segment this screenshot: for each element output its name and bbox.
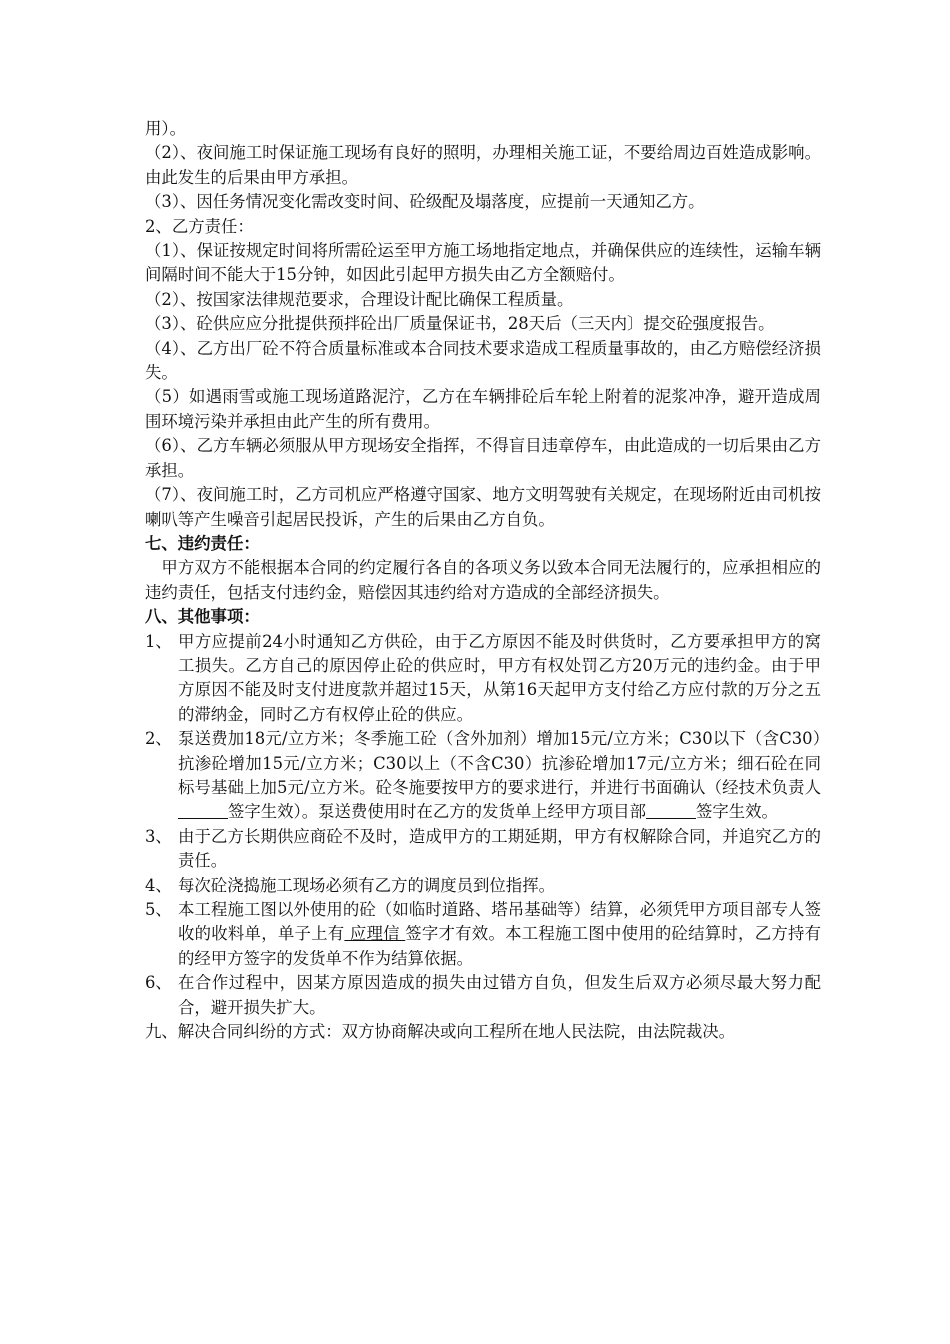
paragraph: （3）、砼供应应分批提供预拌砼出厂质量保证书，28天后（三天内〕提交砼强度报告。 xyxy=(145,314,775,334)
paragraph: （6）、乙方车辆必须服从甲方现场安全指挥，不得盲目违章停车，由此造成的一切后果由乙方承担。 xyxy=(145,436,821,480)
paragraph: （5）如遇雨雪或施工现场道路泥泞，乙方在车辆排砼后车轮上附着的泥浆冲净，避开造成周围环境污染并承担由此产生的所有费用。 xyxy=(145,387,821,431)
section-heading: 八、其他事项： xyxy=(145,607,260,627)
list-text: 每次砼浇捣施工现场必须有乙方的调度员到位指挥。 xyxy=(178,875,555,895)
paragraph: （4）、乙方出厂砼不符合质量标准或本合同技术要求造成工程质量事故的，由乙方赔偿经济损失。 xyxy=(145,338,821,383)
list-text-part: 泵送费加18元/立方米；冬季施工砼（含外加剂）增加15元/立方米；C30以下（含C30）抗渗砼增加15元/立方米；C30以上（不含C30）抗渗砼增加17元/立方米；细石砼在同标号基础上加5元/立方米。砼冬施要按甲方的要求进行，并进行书面确认（经技术负责人 xyxy=(178,729,821,797)
list-text-part: 签字生效）。泵送费使用时在乙方的发货单上经甲方项目部 xyxy=(228,802,646,822)
list-number: 1、 xyxy=(145,631,172,651)
paragraph: （1）、保证按规定时间将所需砼运至甲方施工场地指定地点，并确保供应的连续性，运输车辆间隔时间不能大于15分钟，如因此引起甲方损失由乙方全额赔付。 xyxy=(145,241,821,285)
list-number: 5、 xyxy=(145,900,172,919)
signature-blank xyxy=(178,802,228,819)
list-number: 4、 xyxy=(145,875,172,895)
list-text-part: 本工程施工图以外使用的砼（如临时道路、塔吊基础等）结算，必须凭甲方项目部专人签收的收料单，单子上有 xyxy=(178,900,821,944)
section-heading: 七、违约责任： xyxy=(145,533,260,553)
paragraph: （2）、按国家法律规范要求，合理设计配比确保工程质量。 xyxy=(145,289,574,309)
list-text: 甲方应提前24小时通知乙方供砼，由于乙方原因不能及时供货时，乙方要承担甲方的窝工损失。乙方自己的原因停止砼的供应时，甲方有权处罚乙方20万元的违约金。由于甲方原因不能及时支付进度款并超过15天，从第16天起甲方支付给乙方应付款的万分之五的滞纳金，同时乙方有权停止砼的供应。 xyxy=(178,631,821,724)
paragraph: 甲方双方不能根据本合同的约定履行各自的各项义务以致本合同无法履行的，应承担相应的违约责任，包括支付违约金，赔偿因其违约给对方造成的全部经济损失。 xyxy=(145,558,821,602)
document-page xyxy=(145,117,821,1044)
signature-blank xyxy=(646,802,696,819)
list-item xyxy=(145,630,821,728)
section-paragraph: 九、解决合同纠纷的方式：双方协商解决或向工程所在地人民法院，由法院裁决。 xyxy=(145,1022,736,1042)
list-text-part: 签字生效。 xyxy=(695,802,778,822)
list-text: 由于乙方长期供应商砼不及时，造成甲方的工期延期，甲方有权解除合同，并追究乙方的责任。 xyxy=(178,826,821,871)
list-item xyxy=(145,825,821,874)
list-text-part: 签字才有效。本工程施工图中使用的砼结算时，乙方持有的经甲方签字的发货单不作为结算依据。 xyxy=(178,924,822,968)
list-item xyxy=(145,874,821,898)
list-number: 6、 xyxy=(145,973,172,993)
paragraph: （7）、夜间施工时，乙方司机应严格遵守国家、地方文明驾驶有关规定，在现场附近由司机按喇叭等产生噪音引起居民投诉，产生的后果由乙方自负。 xyxy=(145,485,821,529)
list-item xyxy=(145,971,821,1020)
list-number: 2、 xyxy=(145,729,172,749)
underlined-name: 应理信 xyxy=(344,924,406,944)
list-text: 在合作过程中，因某方原因造成的损失由过错方自负，但发生后双方必须尽最大努力配合，避开损失扩大。 xyxy=(178,973,821,1017)
list-number: 3、 xyxy=(145,826,172,846)
paragraph: 用）。 xyxy=(145,119,186,138)
list-item xyxy=(145,727,821,825)
paragraph: （2）、夜间施工时保证施工现场有良好的照明，办理相关施工证，不要给周边百姓造成影响。由此发生的后果由甲方承担。 xyxy=(145,143,821,187)
list-item xyxy=(145,898,821,971)
list-text xyxy=(178,898,821,971)
list-text xyxy=(178,727,821,825)
subheading: 2、乙方责任： xyxy=(145,216,254,236)
paragraph: （3）、因任务情况变化需改变时间、砼级配及塌落度，应提前一天通知乙方。 xyxy=(145,192,705,212)
